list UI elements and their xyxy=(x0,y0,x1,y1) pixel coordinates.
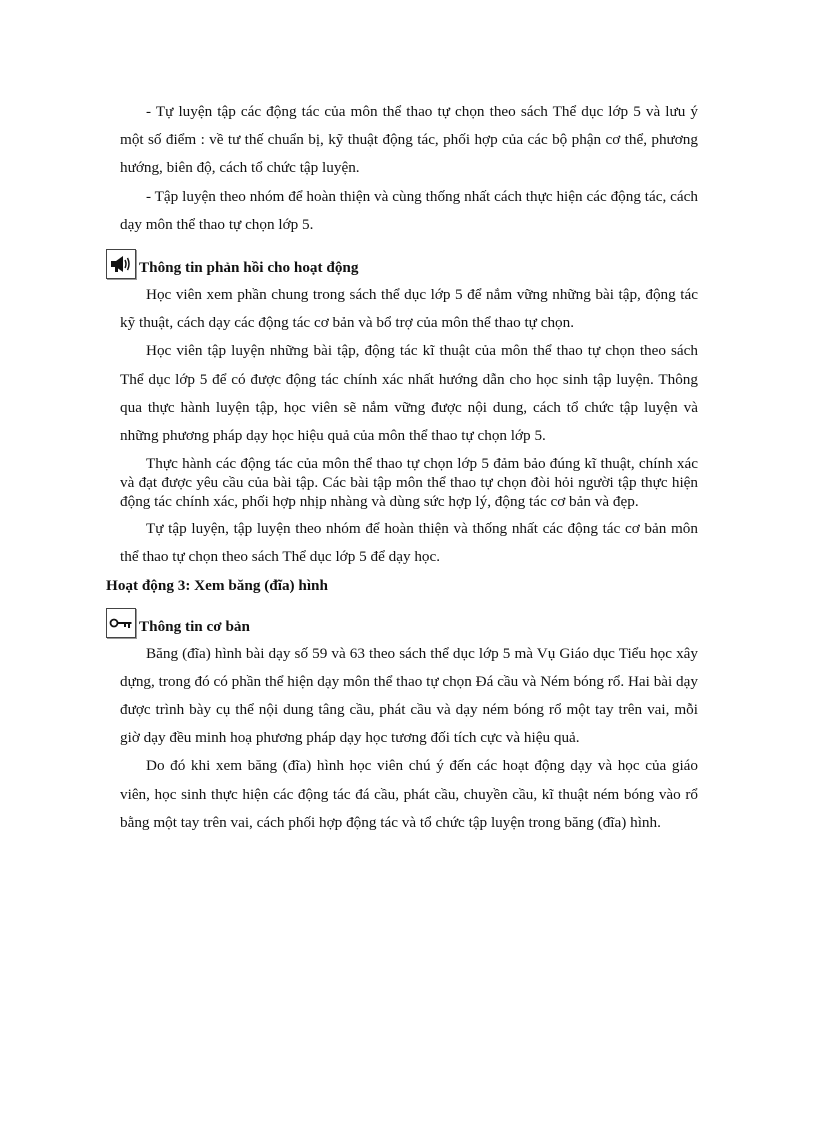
key-icon xyxy=(106,608,136,638)
basic-info-heading-row xyxy=(120,604,698,638)
paragraph: Thực hành các động tác của môn thể thao tự chọn lớp 5 đảm bảo đúng kĩ thuật, chính xác và đạt được yêu cầu của bài tập. Các bài tập môn thể thao tự chọn đòi hỏi người tập thực hiện động tác chính xác, phối hợp nhịp nhàng và dùng sức hợp lý, động tác cơ bản và đẹp. xyxy=(120,455,698,511)
activity-title: Hoạt động 3: Xem băng (đĩa) hình xyxy=(106,576,328,594)
section-heading: Thông tin cơ bản xyxy=(139,617,250,635)
paragraph: Học viên tập luyện những bài tập, động tác kĩ thuật của môn thể thao tự chọn theo sách Thể dục lớp 5 để có được động tác chính xác nhất hướng dẫn cho học sinh tập luyện. Thông qua thực hành luyện tập, học viên sẽ nắm vững được nội dung, cách tổ chức tập luyện và những phương pháp dạy học hiệu quả của môn thể thao tự chọn lớp 5. xyxy=(120,342,698,445)
paragraph: Do đó khi xem băng (đĩa) hình học viên chú ý đến các hoạt động dạy và học của giáo viên, học sinh thực hiện các động tác đá cầu, phát cầu, chuyền cầu, kĩ thuật ném bóng vào rổ bằng một tay trên vai, cách phối hợp động tác và tổ chức tập luyện trong băng (đĩa) hình. xyxy=(120,757,698,831)
section-heading: Thông tin phản hồi cho hoạt động xyxy=(139,259,359,277)
paragraph: - Tập luyện theo nhóm để hoàn thiện và cùng thống nhất cách thực hiện các động tác, cách dạy môn thể thao tự chọn lớp 5. xyxy=(120,187,698,233)
paragraph: Tự tập luyện, tập luyện theo nhóm để hoàn thiện và thống nhất các động tác cơ bản môn thể thao tự chọn theo sách Thể dục lớp 5 để dạy học. xyxy=(120,520,698,566)
paragraph: Băng (đĩa) hình bài dạy số 59 và 63 theo sách thể dục lớp 5 mà Vụ Giáo dục Tiểu học xây dựng, trong đó có phần thể hiện dạy môn thể thao tự chọn Đá cầu và Ném bóng rổ. Hai bài dạy được trình bày cụ thể nội dung tâng cầu, phát cầu và dạy ném bóng rổ một tay trên vai, mỗi giờ dạy đều minh hoạ phương pháp dạy học tương đối tích cực và hiệu quả. xyxy=(120,644,698,747)
paragraph: - Tự luyện tập các động tác của môn thể thao tự chọn theo sách Thể dục lớp 5 và lưu ý một số điểm : về tư thế chuẩn bị, kỹ thuật động tác, phối hợp của các bộ phận cơ thể, phương hướng, biên độ, cách tổ chức tập luyện. xyxy=(120,103,698,177)
document-page xyxy=(106,98,698,837)
paragraph: Học viên xem phần chung trong sách thể dục lớp 5 để nắm vững những bài tập, động tác kỹ thuật, cách dạy các động tác cơ bản và bổ trợ của môn thể thao tự chọn. xyxy=(120,286,698,332)
megaphone-icon xyxy=(106,249,136,279)
feedback-heading-row xyxy=(120,245,698,279)
